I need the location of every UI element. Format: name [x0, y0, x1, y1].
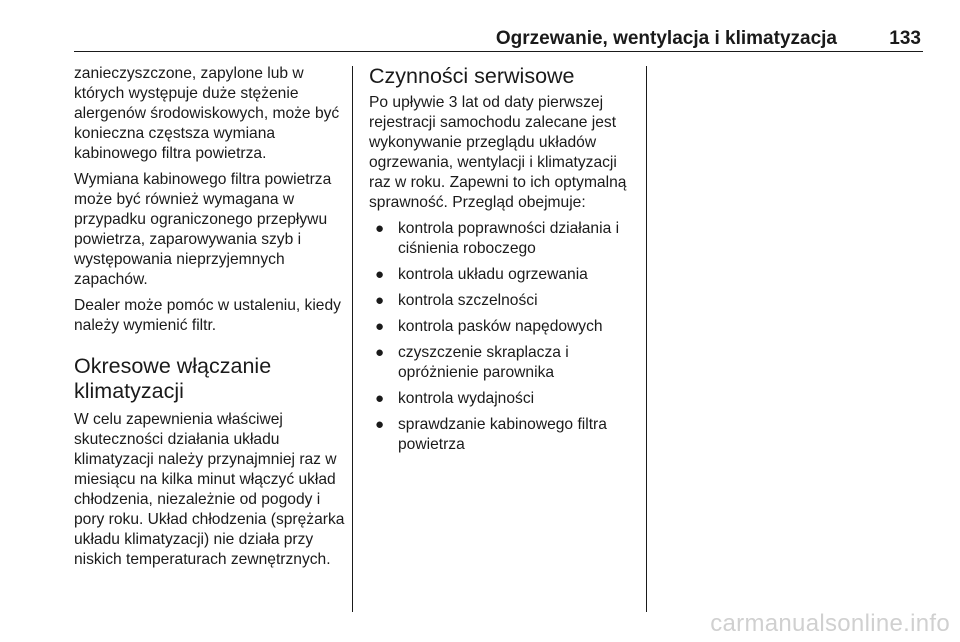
- list-item: ● sprawdzanie kabinowego filtra powietrza: [375, 416, 607, 453]
- paragraph-filter-replacement: Wymiana kabinowego filtra powietrza może być również wymagana w przypadku ograniczonego przepływu powietrza, zaparowywania szyb i występowania nieprzyjemnych zapachów.: [74, 171, 332, 288]
- paragraph-service-intro: Po upływie 3 lat od daty pierwszej rejestracji samochodu zalecane jest wykonywanie przeglądu układów ogrzewania, wentylacji i klimatyzacji raz w roku. Zapewni to ich optymalną sprawność. Przegląd obejmuje:: [369, 94, 627, 211]
- paragraph-dealer: Dealer może pomóc w ustaleniu, kiedy należy wymienić filtr.: [74, 297, 341, 334]
- list-item: ● kontrola wydajności: [375, 390, 535, 407]
- section-heading-periodic-ac: Okresowe włączanie klimatyzacji: [74, 354, 272, 403]
- list-item: ● kontrola poprawności działania i ciśnienia roboczego: [375, 220, 620, 257]
- left-column: [74, 64, 346, 576]
- watermark: carmanualsonline.info: [710, 610, 950, 637]
- bullet-icon: ●: [375, 318, 385, 335]
- column-divider-right: [646, 66, 647, 612]
- bullet-icon: ●: [375, 220, 385, 237]
- chapter-title: Ogrzewanie, wentylacja i klimatyzacja: [495, 28, 837, 49]
- list-item: ● kontrola pasków napędowych: [375, 318, 603, 335]
- bullet-icon: ●: [375, 292, 385, 309]
- section-heading-service: Czynności serwisowe: [369, 64, 575, 88]
- list-item: ● kontrola szczelności: [375, 292, 538, 309]
- page-header: [74, 0, 923, 52]
- bullet-icon: ●: [375, 390, 385, 407]
- list-item: ● czyszczenie skraplacza i opróżnienie parownika: [375, 344, 569, 381]
- bullet-icon: ●: [375, 416, 385, 433]
- bullet-icon: ●: [375, 344, 385, 361]
- column-divider-left: [352, 66, 353, 612]
- paragraph-periodic-ac: W celu zapewnienia właściwej skuteczności działania układu klimatyzacji należy przynajmniej raz w miesiącu na kilka minut włączyć układ chłodzenia, niezależnie od pogody i pory roku. Układ chłodzenia (sprężarka układu klimatyzacji) nie działa przy niskich temperaturach zewnętrznych.: [74, 411, 345, 568]
- bullet-icon: ●: [375, 266, 385, 283]
- list-item: ● kontrola układu ogrzewania: [375, 266, 588, 283]
- paragraph-filter-conditions: zanieczyszczone, zapylone lub w których występuje duże stężenie alergenów środowiskowych, może być konieczna częstsza wymiana kabinowego filtra powietrza.: [74, 65, 340, 162]
- middle-column: [369, 64, 641, 461]
- service-checklist: [369, 219, 641, 455]
- page-number: 133: [889, 28, 921, 49]
